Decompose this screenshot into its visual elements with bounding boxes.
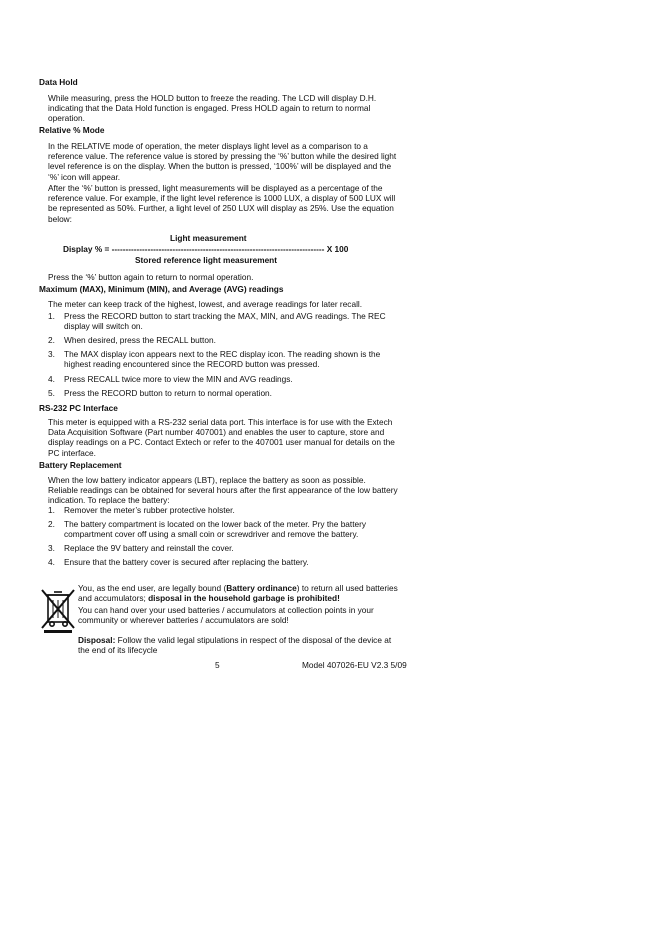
max-min-avg-heading: Maximum (MAX), Minimum (MIN), and Average (AVG) readings bbox=[39, 284, 284, 294]
relative-mode-paragraph-1: In the RELATIVE mode of operation, the meter displays light level as a comparison to a reference value. The reference value is stored by pressing the ‘%’ button while the desired light level reference is on the display. When the button is pressed, ‘100%’ will be displayed and the ‘%’ icon will appear. bbox=[48, 141, 397, 182]
step-number: 4. bbox=[48, 374, 55, 384]
battery-step-2 bbox=[48, 519, 398, 539]
rs232-body: This meter is equipped with a RS-232 serial data port. This interface is for use with the Extech Data Acquisition Software (Part number 407001) and enables the user to capture, store and display readings on a PC. Contact Extech or refer to the 407001 user manual for details on the PC interface. bbox=[48, 417, 395, 458]
disposal-label: Disposal: bbox=[78, 635, 116, 645]
step-text: Press RECALL twice more to view the MIN and AVG readings. bbox=[64, 374, 293, 384]
disposal-paragraph-1 bbox=[78, 583, 398, 603]
data-hold-body: While measuring, press the HOLD button to freeze the reading. The LCD will display D.H. indicating that the Data Hold function is engaged. Press HOLD again to return to normal operation. bbox=[48, 93, 377, 124]
relative-mode-paragraph-3: Press the ‘%’ button again to return to normal operation. bbox=[48, 272, 254, 282]
step-text: The battery compartment is located on the lower back of the meter. Pry the battery compartment cover off using a small coin or screwdriver and remove the battery. bbox=[64, 519, 367, 540]
max-min-step-4 bbox=[48, 374, 398, 384]
step-number: 1. bbox=[48, 311, 55, 321]
step-text: The MAX display icon appears next to the REC display icon. The reading shown is the highest reading encountered since the RECORD button was pressed. bbox=[64, 349, 381, 370]
disposal-paragraph-2: You can hand over your used batteries / accumulators at collection points in your community or wherever batteries / accumulators are sold! bbox=[78, 605, 374, 626]
step-text: Press the RECORD button to return to normal operation. bbox=[64, 388, 272, 398]
step-number: 3. bbox=[48, 349, 55, 359]
disposal-text: Follow the valid legal stipulations in respect of the disposal of the device at the end of its lifecycle bbox=[78, 635, 392, 656]
step-number: 1. bbox=[48, 505, 55, 515]
max-min-step-2 bbox=[48, 335, 398, 345]
page-number: 5 bbox=[215, 660, 220, 670]
battery-step-1 bbox=[48, 505, 398, 515]
battery-intro: When the low battery indicator appears (LBT), replace the battery as soon as possible. Reliable readings can be obtained for several hours after the first appearance of the low battery indication. To replace the battery: bbox=[48, 475, 398, 506]
step-number: 3. bbox=[48, 543, 55, 553]
battery-step-3 bbox=[48, 543, 398, 553]
equation-numerator: Light measurement bbox=[170, 233, 247, 243]
data-hold-heading: Data Hold bbox=[39, 77, 78, 87]
step-number: 2. bbox=[48, 335, 55, 345]
relative-mode-paragraph-2: After the ‘%’ button is pressed, light measurements will be displayed as a percentage of the reference value. For example, if the light level reference is 1000 LUX, a display of 500 LUX will be represented as 50%. Further, a light level of 250 LUX will display as 25%. Use the equation below: bbox=[48, 183, 396, 224]
step-text: Ensure that the battery cover is secured after replacing the battery. bbox=[64, 557, 309, 567]
battery-ordinance-label: Battery ordinance bbox=[226, 583, 297, 593]
step-number: 5. bbox=[48, 388, 55, 398]
crossed-out-wheelie-bin-icon bbox=[38, 586, 78, 634]
max-min-avg-intro: The meter can keep track of the highest, lowest, and average readings for later recall. bbox=[48, 299, 363, 309]
relative-mode-heading: Relative % Mode bbox=[39, 125, 105, 135]
disposal-text-a: You, as the end user, are legally bound ( bbox=[78, 583, 227, 593]
step-text: Remover the meter’s rubber protective holster. bbox=[64, 505, 235, 515]
step-text: Press the RECORD button to start tracking the MAX, MIN, and AVG readings. The REC display will switch on. bbox=[64, 311, 386, 332]
disposal-prohibited-text: disposal in the household garbage is prohibited! bbox=[148, 593, 340, 604]
battery-step-4 bbox=[48, 557, 398, 567]
rs232-heading: RS-232 PC Interface bbox=[39, 403, 118, 413]
equation-line: Display % = ----------------------------------------------------------------------------- X 100 bbox=[63, 244, 349, 254]
equation-denominator: Stored reference light measurement bbox=[135, 255, 278, 265]
step-number: 4. bbox=[48, 557, 55, 567]
max-min-step-1 bbox=[48, 311, 398, 331]
disposal-paragraph-3 bbox=[78, 635, 398, 655]
max-min-step-5 bbox=[48, 388, 398, 398]
disposal-text-c: ) to return all used batteries and accumulators; bbox=[78, 583, 398, 604]
max-min-step-3 bbox=[48, 349, 398, 369]
step-text: Replace the 9V battery and reinstall the cover. bbox=[64, 543, 234, 553]
model-version: Model 407026-EU V2.3 5/09 bbox=[302, 660, 407, 670]
step-text: When desired, press the RECALL button. bbox=[64, 335, 216, 345]
step-number: 2. bbox=[48, 519, 55, 529]
battery-heading: Battery Replacement bbox=[39, 460, 122, 470]
